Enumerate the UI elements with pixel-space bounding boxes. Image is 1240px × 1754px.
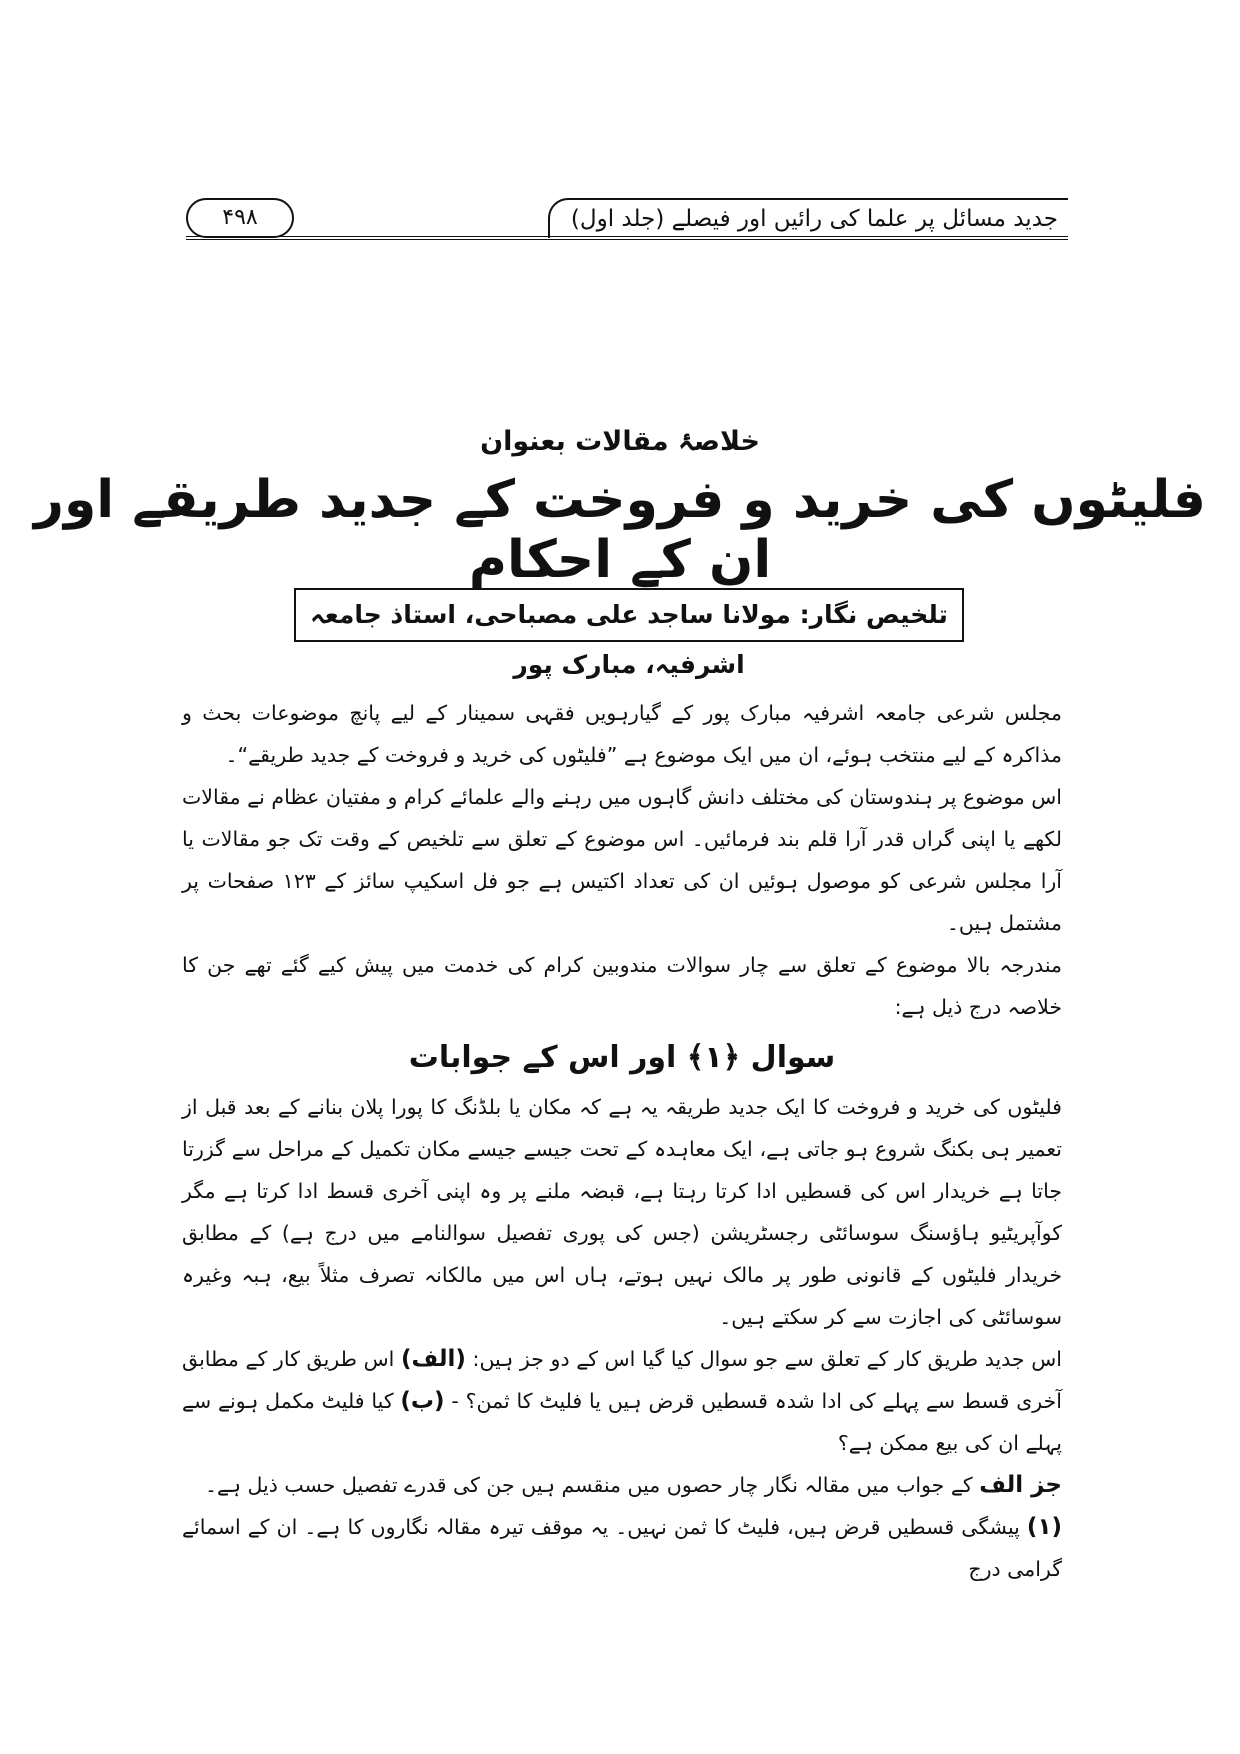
book-title: جدید مسائل پر علما کی رائیں اور فیصلے (جلد اول) <box>548 198 1068 238</box>
jaz-alif-label: جز الف <box>979 1472 1062 1498</box>
paragraph <box>182 1338 1062 1464</box>
title-kicker: خلاصۂ مقالات بعنوان <box>480 426 760 457</box>
article-body <box>182 692 1062 1590</box>
alif-label: (الف) <box>400 1346 466 1372</box>
paragraph <box>182 1464 1062 1506</box>
paragraph-text: اس طریق کار کے مطابق آخری قسط سے پہلے کی ادا شدہ قسطیں قرض ہیں یا فلیٹ کا ثمن؟ - <box>182 1347 1062 1413</box>
author-box: تلخیص نگار: مولانا ساجد علی مصباحی، استاذ جامعہ اشرفیہ، مبارک پور <box>294 588 964 642</box>
running-header <box>186 198 1068 242</box>
paragraph-text: اس جدید طریق کار کے تعلق سے جو سوال کیا گیا اس کے دو جز ہیں: <box>472 1347 1062 1371</box>
item-number-label: (۱) <box>1026 1514 1062 1540</box>
be-label: (ب) <box>400 1388 445 1414</box>
paragraph: فلیٹوں کی خرید و فروخت کا ایک جدید طریقہ یہ ہے کہ مکان یا بلڈنگ کا پورا پلان بنانے کے بعد قبل از تعمیر ہی بکنگ شروع ہو جاتی ہے، ایک معاہدہ کے تحت جیسے جیسے مکان تکمیل کے مراحل سے گزرتا جاتا ہے خریدار اس کی قسطیں ادا کرتا رہتا ہے، قبضہ ملنے پر وہ اپنی آخری قسط ادا کرتا ہے مگر کوآپریٹیو ہاؤسنگ سوسائٹی رجسٹریشن (جس کی پوری تفصیل سوالنامے میں درج ہے) کے مطابق خریدار فلیٹوں کے قانونی طور پر مالک نہیں ہوتے، ہاں اس میں مالکانہ تصرف مثلاً بیع، ہبہ وغیرہ سوسائٹی کی اجازت سے کر سکتے ہیں۔ <box>182 1095 1062 1329</box>
paragraph: اس موضوع پر ہندوستان کی مختلف دانش گاہوں میں رہنے والے علمائے کرام و مفتیان عظام نے مقالات لکھے یا اپنی گراں قدر آرا قلم بند فرمائیں۔ اس موضوع کے تعلق سے تلخیص کے وقت تک جو مقالات یا آرا مجلس شرعی کو موصول ہوئیں ان کی تعداد اکتیس ہے جو فل اسکیپ سائز کے ۱۲۳ صفحات پر مشتمل ہیں۔ <box>182 785 1062 935</box>
section-heading: سوال ﴿۱﴾ اور اس کے جوابات <box>408 1040 836 1075</box>
paragraph-text: پیشگی قسطیں قرض ہیں، فلیٹ کا ثمن نہیں۔ یہ موقف تیرہ مقالہ نگاروں کا ہے۔ ان کے اسمائے گرامی درج <box>182 1515 1062 1581</box>
page-number: ۴۹۸ <box>186 198 294 238</box>
paragraph <box>182 1506 1062 1590</box>
paragraph-text: کیا فلیٹ مکمل ہونے سے پہلے ان کی بیع ممکن ہے؟ <box>182 1389 1062 1455</box>
paragraph: مجلس شرعی جامعہ اشرفیہ مبارک پور کے گیارہویں فقہی سمینار کے لیے پانچ موضوعات بحث و مذاکرہ کے لیے منتخب ہوئے، ان میں ایک موضوع ہے ”فلیٹوں کی خرید و فروخت کے جدید طریقے“۔ <box>182 701 1062 767</box>
paragraph-text: کے جواب میں مقالہ نگار چار حصوں میں منقسم ہیں جن کی قدرے تفصیل حسب ذیل ہے۔ <box>204 1473 973 1497</box>
paragraph: مندرجہ بالا موضوع کے تعلق سے چار سوالات مندوبین کرام کی خدمت میں پیش کیے گئے تھے جن کا خلاصہ درج ذیل ہے: <box>182 953 1062 1019</box>
article-title: فلیٹوں کی خرید و فروخت کے جدید طریقے اور ان کے احکام <box>34 470 1206 590</box>
